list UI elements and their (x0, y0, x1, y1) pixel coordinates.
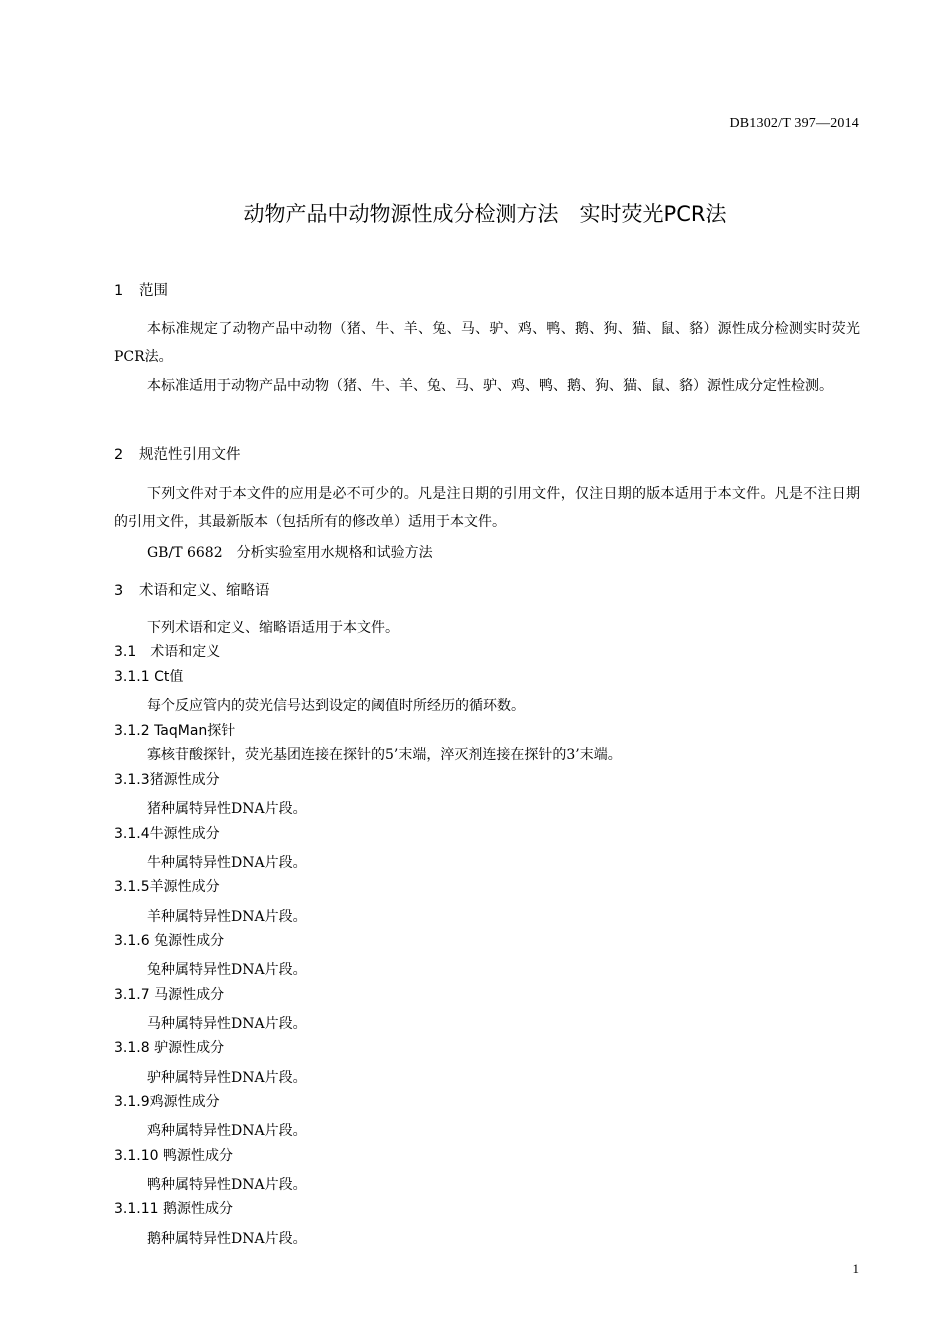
normative-reference: GB/T 6682 分析实验室用水规格和试验方法 (147, 545, 433, 561)
section-title: 术语和定义、缩略语 (139, 583, 270, 599)
term-heading: 3.1.6 兔源性成分 (114, 933, 225, 949)
term-definition: 鸭种属特异性DNA片段。 (147, 1177, 307, 1193)
term-heading: 3.1.1 Ct值 (114, 669, 184, 685)
term-heading: 3.1.8 驴源性成分 (114, 1040, 225, 1056)
term-definition: 驴种属特异性DNA片段。 (147, 1070, 307, 1086)
section-title: 范围 (139, 283, 168, 299)
term-heading: 3.1.11 鹅源性成分 (114, 1201, 233, 1217)
section-1-heading (114, 279, 168, 300)
section-intro: 下列术语和定义、缩略语适用于本文件。 (147, 620, 399, 636)
term-definition: 每个反应管内的荧光信号达到设定的阈值时所经历的循环数。 (147, 698, 525, 714)
term-definition: 羊种属特异性DNA片段。 (147, 909, 307, 925)
term-definition: 兔种属特异性DNA片段。 (147, 962, 307, 978)
section-2-heading (114, 443, 241, 464)
term-heading: 3.1.9鸡源性成分 (114, 1094, 220, 1110)
term-heading: 3.1.5羊源性成分 (114, 879, 220, 895)
paragraph: 本标准规定了动物产品中动物（猪、牛、羊、兔、马、驴、鸡、鸭、鹅、狗、猫、鼠、貉）源性成分检测实时荧光PCR法。 (114, 321, 860, 365)
term-heading: 3.1.4牛源性成分 (114, 826, 220, 842)
term-definition: 寡核苷酸探针，荧光基团连接在探针的5’末端，淬灭剂连接在探针的3’末端。 (147, 747, 622, 763)
term-definition: 鸡种属特异性DNA片段。 (147, 1123, 307, 1139)
term-heading: 3.1.10 鸭源性成分 (114, 1148, 233, 1164)
subsection-heading: 3.1 术语和定义 (114, 644, 221, 660)
document-id: DB1302/T 397—2014 (729, 116, 859, 131)
paragraph: 下列文件对于本文件的应用是必不可少的。凡是注日期的引用文件，仅注日期的版本适用于本文件。凡是不注日期的引用文件，其最新版本（包括所有的修改单）适用于本文件。 (114, 486, 860, 530)
term-definition: 马种属特异性DNA片段。 (147, 1016, 307, 1032)
term-definition: 猪种属特异性DNA片段。 (147, 801, 307, 817)
term-definition: 牛种属特异性DNA片段。 (147, 855, 307, 871)
section-title: 规范性引用文件 (139, 447, 241, 463)
section-3-heading (114, 579, 270, 600)
section-number: 1 (114, 283, 124, 299)
section-number: 2 (114, 447, 124, 463)
term-heading: 3.1.2 TaqMan探针 (114, 723, 236, 739)
term-definition: 鹅种属特异性DNA片段。 (147, 1231, 307, 1247)
page-number: 1 (852, 1261, 859, 1276)
paragraph: 本标准适用于动物产品中动物（猪、牛、羊、兔、马、驴、鸡、鸭、鹅、狗、猫、鼠、貉）源性成分定性检测。 (147, 378, 833, 394)
section-number: 3 (114, 583, 124, 599)
term-heading: 3.1.7 马源性成分 (114, 987, 225, 1003)
term-heading: 3.1.3猪源性成分 (114, 772, 220, 788)
document-title: 动物产品中动物源性成分检测方法 实时荧光PCR法 (243, 202, 727, 226)
